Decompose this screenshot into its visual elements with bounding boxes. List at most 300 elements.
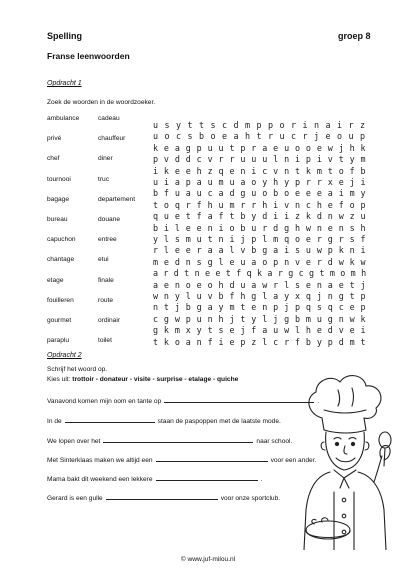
grid-letter: b xyxy=(198,131,205,142)
grid-letter: d xyxy=(273,222,279,233)
grid-letter: g xyxy=(196,302,202,313)
grid-letter: a xyxy=(185,336,191,347)
grid-letter: r xyxy=(152,245,159,256)
grid-letter: e xyxy=(221,131,228,142)
grid-letter: u xyxy=(196,188,202,199)
word-list-word: gourmet xyxy=(47,317,72,324)
grid-letter: p xyxy=(185,177,191,187)
grid-letter: j xyxy=(316,291,322,301)
grid-letter: e xyxy=(338,177,344,187)
grid-letter: e xyxy=(316,142,322,153)
grid-letter: k xyxy=(338,245,344,256)
grid-letter: h xyxy=(218,313,224,324)
grid-letter: p xyxy=(273,302,279,313)
grid-letter: w xyxy=(152,291,159,301)
grid-letter: u xyxy=(229,177,235,187)
grid-letter: w xyxy=(284,325,290,336)
grid-letter: u xyxy=(360,211,366,222)
grid-letter: w xyxy=(316,245,322,256)
grid-letter: e xyxy=(163,256,169,267)
word-list-word: chantage xyxy=(47,256,75,264)
grid-letter: o xyxy=(305,142,311,153)
grid-letter: j xyxy=(313,131,320,142)
grid-letter: e xyxy=(196,279,202,290)
grid-letter: h xyxy=(316,199,322,210)
grid-letter: f xyxy=(207,336,213,347)
grid-letter: q xyxy=(152,211,159,222)
grid-letter: i xyxy=(316,154,322,165)
sentence-start: Gerard is een gulle xyxy=(47,495,103,502)
grid-letter: t xyxy=(152,336,159,347)
grid-letter: t xyxy=(185,211,191,222)
grid-letter: e xyxy=(338,279,344,290)
grid-letter: t xyxy=(240,302,246,313)
grid-letter: t xyxy=(319,268,325,279)
grid-letter: a xyxy=(218,245,224,256)
grid-letter: r xyxy=(229,154,235,165)
grid-letter: b xyxy=(240,222,246,233)
grid-letter: c xyxy=(273,336,279,347)
sentence-start: We lopen over het xyxy=(47,438,101,445)
grid-letter: k xyxy=(305,211,311,222)
grid-letter: w xyxy=(338,211,344,222)
grid-letter: u xyxy=(284,142,290,153)
fill-in-sentence xyxy=(47,415,281,425)
grid-letter: c xyxy=(221,120,228,130)
grid-letter: p xyxy=(267,120,274,130)
grid-letter: b xyxy=(251,245,257,256)
grid-letter: k xyxy=(360,142,366,153)
grid-letter: e xyxy=(251,302,257,313)
grid-letter: g xyxy=(327,313,333,324)
grid-letter: k xyxy=(360,313,366,324)
grid-letter: g xyxy=(338,291,344,301)
grid-letter: g xyxy=(207,256,213,267)
grid-letter: u xyxy=(251,222,257,233)
grid-letter: d xyxy=(262,211,268,222)
answer-blank[interactable] xyxy=(103,435,253,443)
grid-letter: n xyxy=(327,211,333,222)
grid-letter: o xyxy=(164,131,170,142)
exercise1-instruction: Zoek de woorden in de woordzoeker. xyxy=(47,99,156,106)
grid-letter: q xyxy=(305,291,311,301)
answer-blank[interactable] xyxy=(156,473,258,481)
grid-letter: a xyxy=(207,211,213,222)
grid-letter: l xyxy=(284,279,290,290)
grid-letter: m xyxy=(350,268,356,279)
grid-letter: f xyxy=(360,234,366,244)
grid-letter: e xyxy=(174,165,180,176)
grid-letter: t xyxy=(198,120,205,130)
grid-letter: r xyxy=(196,245,202,256)
grid-letter: h xyxy=(305,325,311,336)
grid-letter: i xyxy=(152,165,159,176)
grid-letter: f xyxy=(229,291,235,301)
grid-letter: e xyxy=(229,325,235,336)
grid-letter: p xyxy=(327,245,333,256)
grid-letter: p xyxy=(251,234,257,244)
grid-letter: w xyxy=(327,142,333,153)
grid-letter: r xyxy=(251,142,257,153)
grid-letter: g xyxy=(327,234,333,244)
grid-letter: m xyxy=(349,336,355,347)
grid-letter: o xyxy=(185,279,191,290)
grid-letter: a xyxy=(196,177,202,187)
grid-letter: o xyxy=(207,279,213,290)
grid-letter: t xyxy=(152,199,159,210)
grid-letter: n xyxy=(218,234,224,244)
grid-letter: n xyxy=(327,291,333,301)
grid-letter: c xyxy=(152,313,159,324)
grid-letter: v xyxy=(273,165,279,176)
grid-letter: a xyxy=(251,279,257,290)
sentence-start: In de xyxy=(47,418,62,425)
grid-letter: e xyxy=(316,188,322,199)
grid-letter: m xyxy=(152,256,159,267)
grid-letter: g xyxy=(152,325,159,336)
fill-in-sentence xyxy=(47,395,319,405)
grid-letter: l xyxy=(163,234,169,244)
grid-letter: s xyxy=(187,131,193,142)
word-list-word: finale xyxy=(98,276,114,284)
grid-letter: w xyxy=(360,256,366,267)
grid-letter: r xyxy=(290,120,297,130)
grid-letter: o xyxy=(294,142,301,153)
word-list-word: capuchon xyxy=(47,236,76,244)
grid-letter: o xyxy=(349,199,355,210)
answer-blank[interactable] xyxy=(65,415,155,423)
grid-letter: f xyxy=(294,336,301,347)
grid-letter: u xyxy=(279,131,285,142)
page-title: Franse leenwoorden xyxy=(47,51,130,61)
grid-letter: p xyxy=(152,154,159,165)
grid-letter: r xyxy=(316,234,322,244)
fill-in-sentence xyxy=(47,492,280,502)
grid-letter: e xyxy=(229,256,235,267)
grid-letter: u xyxy=(240,279,246,290)
grid-letter: r xyxy=(262,222,268,233)
grid-letter: q xyxy=(284,234,290,244)
grid-letter: f xyxy=(163,188,169,199)
grid-letter: e xyxy=(305,188,311,199)
grid-letter: d xyxy=(316,211,322,222)
exercise2-instruction: Schrijf het woord op. xyxy=(47,366,108,373)
grid-letter: h xyxy=(240,291,246,301)
grid-letter: a xyxy=(262,325,268,336)
sentence-end: staan de paspoppen met de laatste mode. xyxy=(157,418,281,425)
grid-letter: j xyxy=(349,177,355,187)
grid-letter: a xyxy=(262,142,268,153)
grid-letter: j xyxy=(240,325,246,336)
grid-letter: m xyxy=(218,177,224,187)
grid-letter: w xyxy=(349,313,355,324)
grid-letter: u xyxy=(163,211,169,222)
grid-letter: i xyxy=(302,120,308,130)
grid-letter: u xyxy=(251,188,257,199)
grid-letter: o xyxy=(163,199,169,210)
grid-letter: b xyxy=(305,336,311,347)
fill-in-sentence xyxy=(47,473,262,483)
grid-letter: z xyxy=(207,165,213,176)
grid-letter: d xyxy=(327,325,333,336)
grid-letter: h xyxy=(218,279,224,290)
grid-letter: c xyxy=(290,131,297,142)
grid-letter: t xyxy=(349,291,355,301)
word-list-word: douane xyxy=(98,216,121,223)
sentence-start: Met Sinterklaas maken we altijd een xyxy=(47,457,153,464)
grid-letter: u xyxy=(152,177,159,187)
grid-letter: n xyxy=(284,154,290,165)
grid-letter: u xyxy=(240,154,246,165)
grid-letter: l xyxy=(273,154,279,165)
word-list-word: privé xyxy=(47,135,62,143)
grid-letter: c xyxy=(338,302,344,313)
grid-letter: r xyxy=(302,131,308,142)
grid-letter: c xyxy=(207,188,213,199)
grid-letter: e xyxy=(349,302,355,313)
sentence-start: Vanavond komen mijn oom en tante op xyxy=(47,398,162,405)
grid-letter: o xyxy=(229,222,235,233)
word-list-word: truc xyxy=(98,175,109,183)
grid-letter: y xyxy=(174,291,180,301)
answer-blank[interactable] xyxy=(156,454,268,462)
grid-letter: r xyxy=(240,199,246,210)
grid-letter: e xyxy=(273,142,279,153)
grid-letter: h xyxy=(244,131,251,142)
grid-letter: j xyxy=(229,313,235,324)
grid-letter: t xyxy=(338,154,344,165)
grid-letter: l xyxy=(294,325,301,336)
grid-letter: v xyxy=(207,291,213,301)
grid-letter: m xyxy=(229,302,235,313)
grid-letter: t xyxy=(229,211,235,222)
grid-letter: x xyxy=(185,325,191,336)
word-list-word: diner xyxy=(98,155,113,163)
grid-letter: e xyxy=(174,211,180,222)
grid-letter: e xyxy=(229,165,235,176)
grid-letter: h xyxy=(262,199,268,210)
grid-letter: u xyxy=(251,154,257,165)
grid-letter: b xyxy=(152,222,159,233)
grid-letter: p xyxy=(240,142,246,153)
grid-letter: e xyxy=(185,222,191,233)
grid-letter: b xyxy=(294,313,301,324)
grid-letter: m xyxy=(329,268,335,279)
grid-letter: y xyxy=(284,291,290,301)
grid-letter: i xyxy=(360,245,366,256)
grid-letter: d xyxy=(327,256,333,267)
grid-letter: p xyxy=(360,291,366,301)
grid-letter: p xyxy=(185,313,191,324)
grid-letter: q xyxy=(246,268,252,279)
grid-letter: r xyxy=(267,131,274,142)
grid-letter: z xyxy=(294,211,301,222)
grid-letter: t xyxy=(294,165,301,176)
word-list-word: chef xyxy=(47,155,60,163)
grid-letter: n xyxy=(262,302,268,313)
word-list-word: ordinair xyxy=(98,317,120,324)
fill-in-sentence xyxy=(47,435,292,445)
grid-letter: k xyxy=(305,165,311,176)
grid-letter: r xyxy=(273,279,279,290)
grid-letter: b xyxy=(185,302,191,313)
grid-letter: s xyxy=(174,234,180,244)
grid-letter: y xyxy=(196,325,202,336)
grid-letter: c xyxy=(298,268,304,279)
grid-letter: k xyxy=(163,336,169,347)
grid-letter: d xyxy=(229,188,235,199)
word-list-word: paraplu xyxy=(47,337,69,345)
grid-letter: a xyxy=(152,268,159,279)
grid-letter: c xyxy=(305,199,311,210)
grid-letter: a xyxy=(233,131,239,142)
grid-letter: e xyxy=(349,325,355,336)
grid-letter: t xyxy=(229,142,235,153)
grid-letter: j xyxy=(273,313,279,324)
grid-letter: j xyxy=(338,142,344,153)
grid-letter: a xyxy=(152,279,159,290)
grid-letter: u xyxy=(316,313,322,324)
grid-letter: e xyxy=(204,268,211,279)
grid-letter: d xyxy=(185,154,191,165)
grid-letter: f xyxy=(251,325,257,336)
grid-letter: s xyxy=(294,245,301,256)
grid-letter: u xyxy=(196,234,202,244)
sentence-start: Mama bakt dit weekend een lekkere xyxy=(47,476,153,483)
grid-letter: y xyxy=(262,177,268,187)
grid-letter: e xyxy=(294,188,301,199)
grid-letter: p xyxy=(327,336,333,347)
grid-letter: e xyxy=(185,165,191,176)
grid-letter: b xyxy=(360,165,366,176)
grid-letter: n xyxy=(240,165,246,176)
choices-words: trottoir - donateur - visite - surprise - etalage - quiche xyxy=(72,376,239,383)
grid-letter: i xyxy=(218,222,224,233)
sentence-end: . xyxy=(317,398,320,405)
grid-letter: h xyxy=(294,222,301,233)
word-list-word: departement xyxy=(98,195,136,203)
grid-letter: u xyxy=(196,291,202,301)
grid-letter: l xyxy=(218,256,224,267)
grid-letter: a xyxy=(207,245,213,256)
grid-letter: y xyxy=(360,188,366,199)
grid-letter: z xyxy=(251,336,257,347)
grid-letter: e xyxy=(174,245,180,256)
grid-letter: k xyxy=(257,268,263,279)
grid-letter: d xyxy=(229,279,235,290)
word-list-word: bagage xyxy=(47,195,70,203)
word-list-word: bureau xyxy=(47,216,68,223)
grid-letter: w xyxy=(262,279,268,290)
grid-letter: d xyxy=(338,336,344,347)
grid-letter: q xyxy=(327,302,333,313)
grid-letter: k xyxy=(163,325,169,336)
grid-letter: u xyxy=(273,325,279,336)
grid-letter: s xyxy=(196,256,202,267)
grid-letter: o xyxy=(294,234,301,244)
grid-letter: o xyxy=(284,188,290,199)
grid-letter: q xyxy=(305,302,311,313)
grid-letter: m xyxy=(316,165,322,176)
grid-letter: l xyxy=(262,313,268,324)
grid-letter: t xyxy=(256,131,262,142)
grid-letter: u xyxy=(262,154,268,165)
grid-letter: e xyxy=(215,268,221,279)
grid-letter: m xyxy=(185,234,191,244)
grid-letter: m xyxy=(244,120,251,130)
grid-letter: a xyxy=(174,142,180,153)
grid-letter: r xyxy=(305,177,311,187)
grid-letter: n xyxy=(152,302,159,313)
grid-letter: z xyxy=(349,211,355,222)
grid-letter: o xyxy=(251,177,257,187)
grid-letter: l xyxy=(185,291,191,301)
grid-letter: y xyxy=(175,120,182,130)
grid-letter: u xyxy=(218,142,224,153)
grid-letter: s xyxy=(349,234,355,244)
grid-letter: i xyxy=(163,222,169,233)
grid-letter: t xyxy=(349,279,355,290)
grid-letter: k xyxy=(152,142,159,153)
grid-letter: d xyxy=(173,268,179,279)
grid-letter: p xyxy=(305,154,311,165)
grid-letter: r xyxy=(316,256,322,267)
grid-letter: e xyxy=(327,222,333,233)
grid-letter: n xyxy=(313,120,320,130)
grid-letter: a xyxy=(267,268,273,279)
grid-letter: t xyxy=(207,234,213,244)
grid-letter: m xyxy=(174,325,180,336)
answer-blank[interactable] xyxy=(106,492,218,500)
grid-letter: f xyxy=(218,211,224,222)
exercise1-heading: Opdracht 1 xyxy=(47,80,82,87)
grid-letter: d xyxy=(174,154,180,165)
grid-letter: n xyxy=(349,245,355,256)
grid-letter: u xyxy=(218,199,224,210)
grid-letter: h xyxy=(360,222,366,233)
grid-letter: t xyxy=(360,336,366,347)
grid-letter: x xyxy=(294,291,301,301)
grid-letter: y xyxy=(152,234,159,244)
grid-letter: l xyxy=(174,222,180,233)
grid-letter: b xyxy=(152,188,159,199)
grid-letter: n xyxy=(338,313,344,324)
grid-letter: h xyxy=(273,177,279,187)
grid-letter: g xyxy=(288,268,294,279)
grid-letter: n xyxy=(207,313,213,324)
grid-letter: q xyxy=(218,165,224,176)
grid-letter: t xyxy=(225,268,231,279)
grid-letter: i xyxy=(336,120,343,130)
grid-letter: v xyxy=(338,325,344,336)
exercise2-heading: Opdracht 2 xyxy=(47,352,82,359)
grid-letter: i xyxy=(251,165,257,176)
choices-prefix: Kies uit: xyxy=(47,376,73,383)
grid-letter: g xyxy=(240,188,246,199)
grid-letter: u xyxy=(196,313,202,324)
grid-letter: e xyxy=(163,142,169,153)
grid-letter: u xyxy=(174,188,180,199)
grid-letter: u xyxy=(152,120,159,130)
grid-letter: c xyxy=(175,131,182,142)
grid-letter: n xyxy=(284,256,290,267)
grid-letter: y xyxy=(251,313,257,324)
grid-letter: u xyxy=(207,142,213,153)
grid-letter: s xyxy=(218,325,224,336)
grid-letter: a xyxy=(185,188,191,199)
grid-letter: n xyxy=(174,279,180,290)
grid-letter: r xyxy=(163,268,169,279)
